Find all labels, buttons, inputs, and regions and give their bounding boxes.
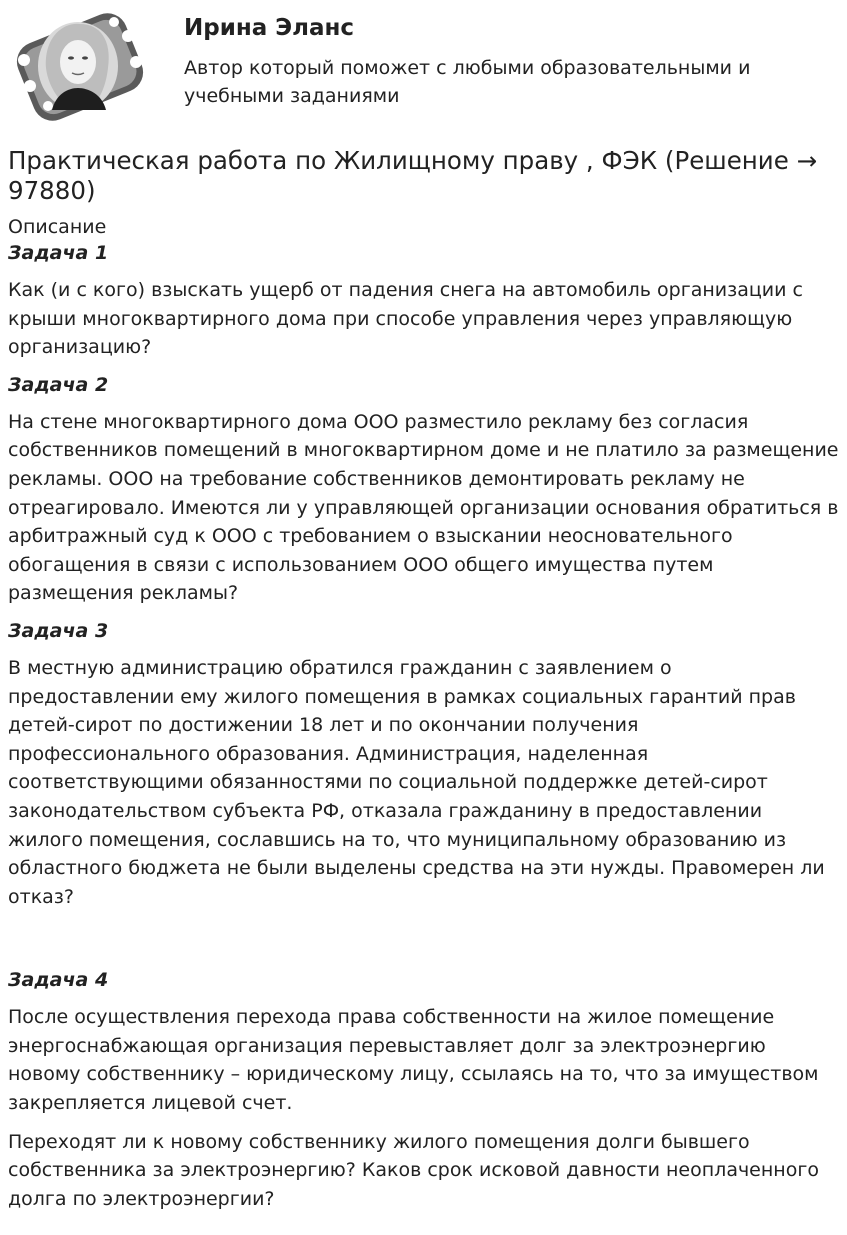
- page-title: Практическая работа по Жилищному праву , ФЭК (Решение → 97880): [8, 146, 818, 205]
- task-text: После осуществления перехода права собственности на жилое помещение энергоснабжающая организация перевыставляет долг за электроэнергию новому собственнику – юридическому лицу, ссылаясь на то, что за имуществом закрепляется лицевой счет.: [8, 1006, 819, 1115]
- task-2: [8, 372, 840, 608]
- author-description: Автор который поможет с любыми образовательными и учебными заданиями: [184, 57, 751, 107]
- task-text: На стене многоквартирного дома ООО разместило рекламу без согласия собственников помещений в многоквартирном доме и не платило за размещение рекламы. ООО на требование собственников демонтировать рекламу не отреагировало. Имеются ли у управляющей организации основания обратиться в арбитражный суд к ООО с требованием о взыскании неосновательного обогащения в связи с использованием ООО общего имущества путем размещения рекламы?: [8, 410, 839, 605]
- task-text: В местную администрацию обратился гражданин с заявлением о предоставлении ему жилого помещения в рамках социальных гарантий прав детей-сирот по достижении 18 лет и по окончании получения профессионального образования. Администрация, наделенная соответствующими обязанностями по социальной поддержке детей-сирот законодательством субъекта РФ, отказала гражданину в предоставлении жилого помещения, сославшись на то, что муниципальному образованию из областного бюджета не были выделены средства на эти нужды. Правомерен ли отказ?: [8, 656, 825, 908]
- author-card: [8, 6, 838, 128]
- task-1: [8, 240, 840, 362]
- task-text: Переходят ли к новому собственнику жилого помещения долги бывшего собственника за электроэнергию? Каков срок исковой давности неоплаченного долга по электроэнергии?: [8, 1130, 819, 1210]
- spacer: [8, 921, 840, 967]
- task-4: [8, 967, 840, 1213]
- task-heading: Задача 3: [8, 619, 109, 642]
- task-heading: Задача 2: [8, 373, 109, 396]
- description-label: Описание: [8, 216, 107, 238]
- task-3: [8, 618, 840, 911]
- author-name[interactable]: Ирина Эланс: [184, 15, 355, 41]
- task-heading: Задача 4: [8, 969, 109, 992]
- author-avatar[interactable]: [8, 6, 152, 128]
- task-text: Как (и с кого) взыскать ущерб от падения снега на автомобиль организации с крыши многоквартирного дома при способе управления через управляющую организацию?: [8, 279, 803, 359]
- task-heading: Задача 1: [8, 242, 109, 264]
- document-body: [8, 146, 840, 1223]
